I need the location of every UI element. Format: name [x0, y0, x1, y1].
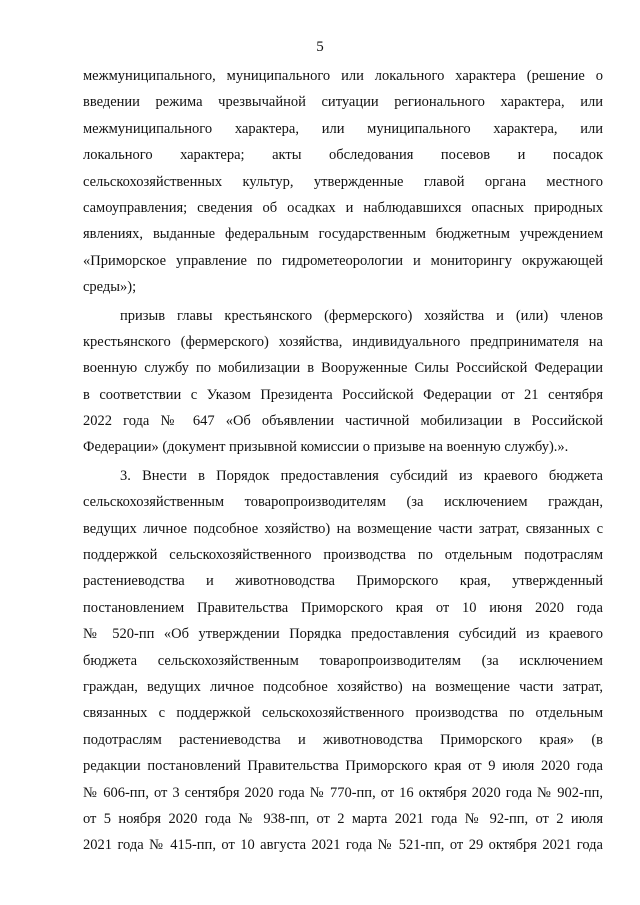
- text-line: локального характера; акты обследования посевов и посадок: [83, 147, 603, 164]
- text-line: среды»);: [83, 279, 137, 296]
- text-line: 3. Внести в Порядок предоставления субсидий из краевого бюджета: [120, 467, 603, 484]
- text-line: введении режима чрезвычайной ситуации регионального характера, или: [83, 94, 603, 111]
- text-line: редакции постановлений Правительства Приморского края от 9 июля 2020 года: [83, 758, 603, 775]
- text-line: «Приморское управление по гидрометеорологии и мониторингу окружающей: [83, 252, 603, 269]
- text-line: граждан, ведущих личное подсобное хозяйство) на возмещение части затрат,: [83, 678, 603, 695]
- text-line: № 606-пп, от 3 сентября 2020 года № 770-пп, от 16 октября 2020 года № 902-пп,: [83, 784, 603, 801]
- text-line: сельскохозяйственным товаропроизводителям (за исключением граждан,: [83, 494, 603, 511]
- text-line: явлениях, выданные федеральным государственным бюджетным учреждением: [83, 226, 603, 243]
- text-line: от 5 ноября 2020 года № 938-пп, от 2 марта 2021 года № 92-пп, от 2 июля: [83, 810, 603, 827]
- paragraph-mobilization: [83, 303, 603, 461]
- document-body: [83, 63, 603, 859]
- text-line: Федерации» (документ призывной комиссии о призыве на военную службу).».: [83, 439, 569, 456]
- text-line: военную службу по мобилизации в Вооруженные Силы Российской Федерации: [83, 360, 603, 377]
- text-line: межмуниципального, муниципального или локального характера (решение о: [83, 68, 603, 84]
- text-line: самоуправления; сведения об осадках и наблюдавшихся опасных природных: [83, 199, 603, 216]
- text-line: поддержкой сельскохозяйственного производства по отдельным подотраслям: [83, 547, 603, 564]
- text-line: сельскохозяйственных культур, утвержденные главой органа местного: [83, 173, 603, 190]
- text-line: бюджета сельскохозяйственным товаропроизводителям (за исключением: [83, 652, 603, 669]
- text-line: призыв главы крестьянского (фермерского) хозяйства и (или) членов: [120, 307, 603, 324]
- text-line: связанных с поддержкой сельскохозяйственного производства по отдельным: [83, 705, 603, 722]
- text-line: в соответствии с Указом Президента Российской Федерации от 21 сентября: [83, 386, 603, 403]
- text-line: межмуниципального характера, или муниципального характера, или: [83, 120, 603, 137]
- text-line: крестьянского (фермерского) хозяйства, индивидуального предпринимателя на: [83, 333, 603, 350]
- text-line: № 520-пп «Об утверждении Порядка предоставления субсидий из краевого: [83, 626, 603, 643]
- text-line: ведущих личное подсобное хозяйство) на возмещение части затрат, связанных с: [83, 520, 603, 537]
- text-line: растениеводства и животноводства Приморского края, утвержденный: [83, 573, 603, 590]
- text-line: 2021 года № 415-пп, от 10 августа 2021 года № 521-пп, от 29 октября 2021 года: [83, 837, 603, 854]
- paragraph-item-3: [83, 463, 603, 859]
- paragraph-continuation: [83, 63, 603, 301]
- text-line: подотраслям растениеводства и животноводства Приморского края» (в: [83, 731, 603, 748]
- text-line: постановлением Правительства Приморского края от 10 июня 2020 года: [83, 599, 603, 616]
- text-line: 2022 года № 647 «Об объявлении частичной мобилизации в Российской: [83, 413, 603, 430]
- page-number: 5: [316, 39, 324, 55]
